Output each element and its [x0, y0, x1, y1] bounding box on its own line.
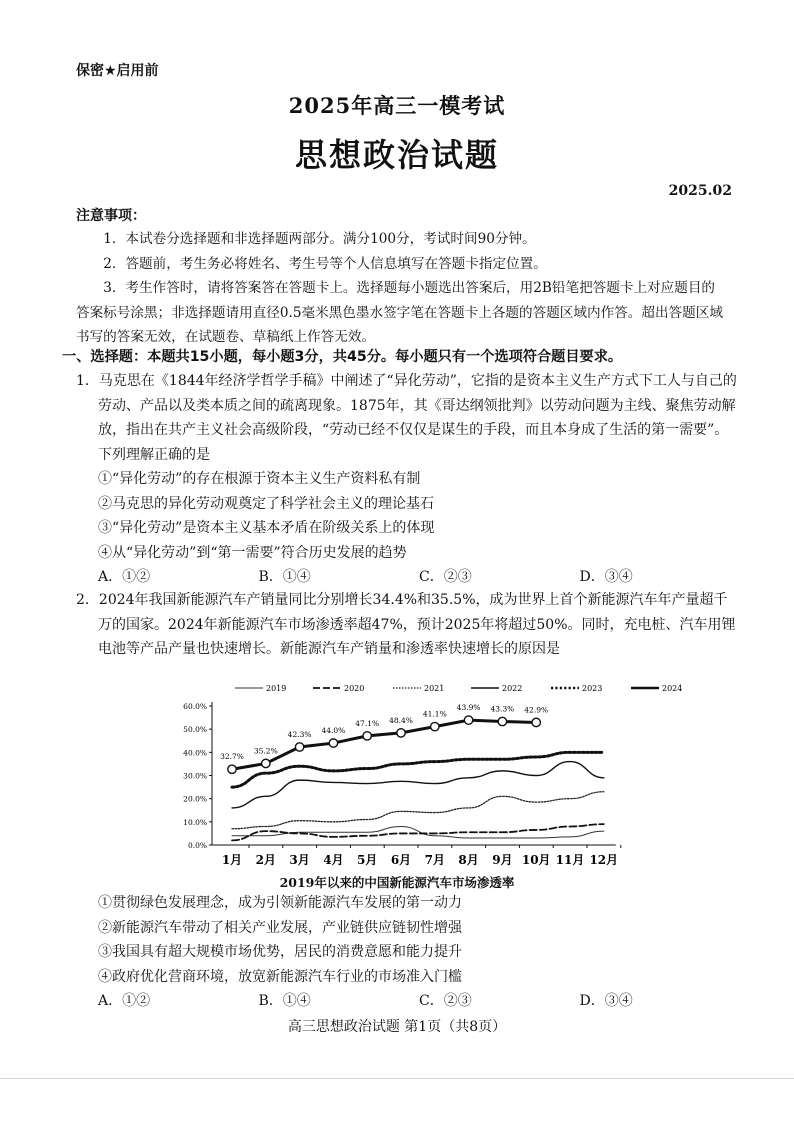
x-tick-label: 2月: [255, 853, 276, 867]
data-point-2024: [295, 743, 303, 751]
data-label-2024: 41.1%: [422, 709, 447, 719]
question-text: 2024年我国新能源汽车产销量同比分别增长34.4%和35.5%，成为世界上首个新能源汽车年产量超千万的国家。2024年新能源汽车市场渗透率超47%，预计2025年将超过50%。同时，充电桩、汽车用锂电池等产品产量也快速增长。新能源汽车产销量和渗透率快速增长的原因是: [98, 592, 736, 657]
choices: [76, 989, 740, 1014]
statement-4: ④政府优化营商环境，放宽新能源汽车行业的市场准入门槛: [98, 968, 462, 985]
x-tick-label: 4月: [323, 853, 344, 867]
y-tick-label: 60.0%: [183, 702, 207, 711]
y-tick-label: 10.0%: [183, 817, 207, 827]
series-line-2024: [232, 720, 536, 769]
x-tick-label: 7月: [424, 853, 445, 867]
data-point-2024: [498, 717, 506, 725]
legend-label-2024: 2024: [662, 684, 683, 693]
choice-a[interactable]: A．①②: [98, 993, 151, 1009]
subject-title: 思想政治试题: [294, 136, 499, 174]
y-tick-label: 40.0%: [183, 748, 207, 758]
x-tick-label: 3月: [289, 853, 310, 867]
data-point-2024: [464, 716, 472, 724]
choices: [76, 565, 740, 590]
question-stem: [76, 369, 740, 467]
choice-b[interactable]: B．①④: [258, 993, 311, 1009]
legend-label-2021: 2021: [424, 684, 445, 693]
exam-title: 2025年高三一模考试: [288, 93, 506, 118]
data-label-2024: 43.3%: [490, 704, 515, 714]
x-tick-label: 5月: [357, 853, 378, 867]
statement-1: ①贯彻绿色发展理念，成为引领新能源汽车发展的第一动力: [98, 895, 462, 911]
question-number: 1．: [76, 373, 99, 389]
data-point-2024: [397, 729, 405, 737]
legend-label-2019: 2019: [266, 684, 287, 693]
legend-label-2023: 2023: [582, 684, 603, 693]
data-point-2024: [431, 722, 439, 730]
y-tick-label: 30.0%: [183, 771, 207, 781]
x-tick-label: 10月: [521, 853, 551, 867]
question-number: 2．: [76, 592, 99, 608]
data-point-2024: [329, 739, 337, 747]
y-tick-label: 0.0%: [187, 841, 207, 850]
chart-title: 2019年以来的中国新能源汽车市场渗透率: [279, 875, 515, 890]
x-tick-label: 11月: [555, 853, 585, 867]
notice-item-1: 1．本试卷分选择题和非选择题两部分。满分100分，考试时间90分钟。: [103, 231, 536, 247]
notice-heading: 注意事项：: [76, 208, 146, 224]
question-text: 马克思在《1844年经济学哲学手稿》中阐述了“异化劳动”，它指的是资本主义生产方式下工人与自己的劳动、产品以及类本质之间的疏离现象。1875年，其《哥达纲领批判》以劳动问题为主线、聚焦劳动解放，指出在共产主义社会高级阶段，“劳动已经不仅仅是谋生的手段，而且本身成了生活的第一需要”。下列理解正确的是: [98, 373, 737, 463]
series-line-2021: [232, 792, 604, 829]
data-label-2024: 42.9%: [524, 705, 549, 715]
data-label-2024: 35.2%: [253, 746, 278, 756]
penetration-chart: [180, 678, 683, 888]
data-label-2024: 48.4%: [389, 715, 413, 725]
choice-d[interactable]: D．③④: [579, 993, 633, 1009]
x-tick-label: 12月: [589, 853, 619, 867]
page-footer: 高三思想政治试题 第1页（共8页）: [287, 1019, 507, 1035]
choice-a[interactable]: A．①②: [98, 569, 151, 585]
x-tick-label: 1月: [221, 853, 243, 867]
data-label-2024: 42.3%: [287, 730, 312, 740]
y-tick-label: 50.0%: [183, 725, 207, 735]
x-tick-label: 9月: [492, 853, 513, 867]
page-divider: [0, 1078, 794, 1079]
notice-item-3: 3．考生作答时，请将答案答在答题卡上。选择题每小题选出答案后，用2B铅笔把答题卡上对应题目的答案标号涂黑；非选择题请用直径0.5毫米黑色墨水签字笔在答题卡上各题的答题区域内作答。超出答题区域书写的答案无效，在试题卷、草稿纸上作答无效。: [76, 280, 723, 345]
statement-3: ③我国具有超大规模市场优势，居民的消费意愿和能力提升: [98, 944, 462, 960]
chart-svg: [180, 678, 683, 888]
data-point-2024: [262, 759, 270, 767]
y-tick-label: 20.0%: [183, 794, 207, 804]
notice-item-2: 2．答题前，考生务必将姓名、考生号等个人信息填写在答题卡指定位置。: [103, 255, 547, 272]
x-tick-label: 6月: [390, 853, 412, 867]
statement-2: ②新能源汽车带动了相关产业发展，产业链供应链韧性增强: [98, 919, 462, 936]
data-label-2024: 32.7%: [220, 752, 244, 762]
choice-c[interactable]: C．②③: [419, 993, 472, 1009]
data-label-2024: 44.0%: [321, 726, 346, 736]
data-label-2024: 43.9%: [456, 703, 481, 713]
question-stem: [76, 588, 740, 662]
exam-date: 2025.02: [668, 183, 732, 199]
question-2-options: [76, 891, 740, 1014]
confidential-mark: 保密★启用前: [76, 63, 159, 79]
statement-4: ④从“异化劳动”到“第一需要”符合历史发展的趋势: [98, 544, 407, 561]
legend-label-2022: 2022: [502, 684, 523, 693]
question-2: [76, 588, 740, 662]
data-point-2024: [532, 718, 540, 726]
choice-b[interactable]: B．①④: [258, 569, 311, 585]
choice-c[interactable]: C．②③: [419, 569, 472, 585]
data-point-2024: [228, 765, 236, 773]
section-heading: 一、选择题：本题共15小题，每小题3分，共45分。每小题只有一个选项符合题目要求。: [62, 349, 623, 365]
data-label-2024: 47.1%: [355, 718, 380, 728]
notice-list: [76, 227, 726, 350]
statement-1: ①“异化劳动”的存在根源于资本主义生产资料私有制: [98, 471, 421, 487]
statement-3: ③“异化劳动”是资本主义基本矛盾在阶级关系上的体现: [98, 520, 435, 536]
data-point-2024: [363, 732, 371, 740]
question-1: [76, 369, 740, 590]
choice-d[interactable]: D．③④: [579, 569, 633, 585]
series-line-2019: [232, 826, 604, 838]
legend-label-2020: 2020: [344, 684, 365, 693]
statement-2: ②马克思的异化劳动观奠定了科学社会主义的理论基石: [98, 495, 434, 512]
x-tick-label: 8月: [458, 853, 479, 867]
